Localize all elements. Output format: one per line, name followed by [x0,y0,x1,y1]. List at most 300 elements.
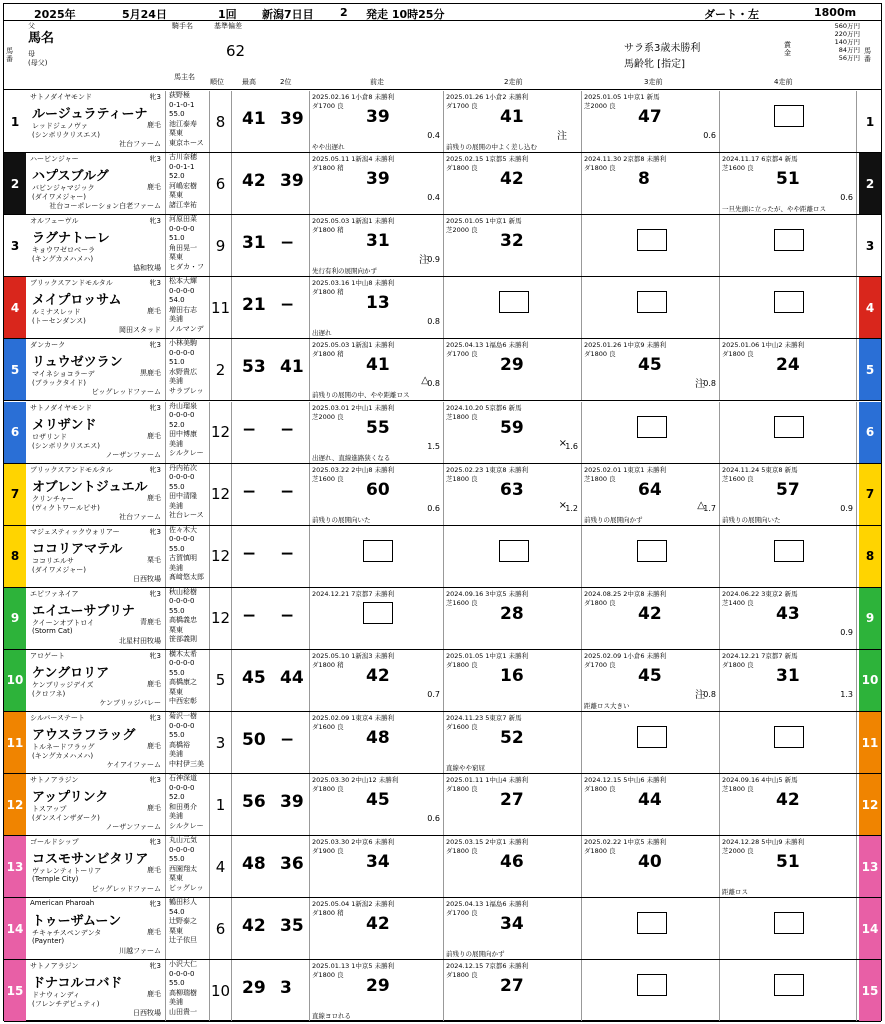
past-race-odds: 0.4 [427,193,440,203]
past-race-2[interactable] [444,650,582,711]
jockey-line: 栗東 [169,191,183,200]
bms-name: (シンボリクリスエス) [32,441,101,450]
past-race-3[interactable] [582,339,720,400]
past-race-4[interactable] [720,836,857,897]
bms-name: (ダンスインザダーク) [32,814,100,823]
lane-number: 1 [4,91,26,152]
horse-info[interactable] [28,898,166,959]
horse-info[interactable] [28,836,166,897]
past-race-4[interactable] [720,464,857,525]
empty-slot [774,105,804,127]
jockey-line: ビッグレッ [169,883,204,892]
past-race-head: 2025.05.11 1新潟4 未勝利 [312,155,395,164]
past-race-course: 芝2000 良 [312,412,344,421]
sex-age: 牝3 [149,838,161,847]
past-race-course: ダ1700 良 [312,102,344,110]
second-score: 3 [280,978,292,999]
horse-name[interactable]: ココリアマテル [32,541,123,557]
empty-slot [774,229,804,251]
horse-info[interactable] [28,526,166,587]
past-race-3[interactable] [582,526,720,587]
dam-name: クイーンオブトロイ [32,618,95,627]
lane-number: 11 [4,712,26,773]
sex-age: 牝3 [149,279,161,288]
past-race-1[interactable] [310,464,444,525]
second-score: 36 [280,854,304,875]
past-race-4[interactable] [720,712,857,773]
bms-label: (母父) [28,59,48,67]
jockey-info [166,91,210,152]
jockey-line: 東京ホース [169,138,204,147]
jockey-info [166,339,210,400]
past-race-index: 42 [638,603,662,624]
breeder: ケイアイファーム [106,761,161,769]
horse-row [4,960,881,1022]
horse-name[interactable]: アップリンク [32,790,109,806]
sire-name: ブリックスアンドモルタル [30,465,113,474]
past-race-mark: △ [697,499,705,511]
horse-info[interactable] [28,650,166,711]
past-race-2[interactable] [444,526,582,587]
past-race-head: 2024.08.25 2中京8 未勝利 [584,589,667,598]
breeder: ノーザンファーム [105,450,161,459]
jockey-line: 0-0-0-0 [169,348,195,357]
past-race-2[interactable] [444,960,582,1021]
empty-slot [499,540,529,562]
race-class: サラ系3歳未勝利 [624,43,701,54]
jockey-line: 美浦 [169,501,183,510]
jockey-line: 田中博康 [169,430,197,438]
second-score: − [280,730,295,750]
jockey-line: 55.0 [169,731,185,739]
coat-color: 鹿毛 [147,431,161,440]
course: ダート・左 [704,8,759,21]
empty-slot [774,912,804,934]
past-race-course: ダ1800 稍 [312,909,344,918]
past-race-comment: 前残りの展開向いた [312,515,371,524]
past-race-head: 2024.12.21 7京都7 新馬 [722,651,798,660]
past-race-course: ダ1800 稍 [312,288,344,297]
horse-name[interactable]: トゥーザムーン [32,914,122,930]
lane-number: 10 [4,650,26,711]
past-race-course: ダ1800 良 [722,660,754,669]
past-race-mark: × [558,499,567,511]
race-sheet [3,3,882,1021]
rank: 11 [210,277,232,338]
past-race-course: ダ1800 良 [584,598,616,607]
score-block [232,712,310,773]
horse-name[interactable]: ドナコルコバド [32,976,123,992]
jockey-line: 0-0-0-0 [169,224,195,233]
empty-slot [363,540,393,562]
sex-age: 牝3 [149,589,161,598]
past-race-mark: △ [421,375,429,387]
jockey-line: 丹内祐次 [169,463,197,472]
horse-info[interactable] [28,91,166,152]
past-race-comment: 直線やや窮屈 [446,764,485,773]
past-race-course: ダ1800 稍 [312,660,344,669]
past-race-course: ダ1800 稍 [312,350,344,359]
past-race-head: 2025.05.03 1新潟1 未勝利 [312,341,395,350]
jockey-line: 荻野極 [169,91,190,99]
horse-row [4,526,881,588]
past-race-course: ダ1800 稍 [312,164,344,173]
past-race-3[interactable] [582,277,720,338]
dam-name: バビンジャマジック [32,184,95,193]
jockey-info [166,650,210,711]
jockey-info [166,712,210,773]
past-race-index: 41 [366,355,390,376]
past-race-comment: 前残りの展開向いた [722,515,781,524]
past-race-course: ダ1800 良 [312,785,344,794]
past-race-1[interactable] [310,526,444,587]
prize-2: 220万円 [834,30,860,38]
past-race-course: ダ1700 良 [584,660,616,669]
race-no: 2 [340,6,348,19]
coat-color: 鹿毛 [147,990,161,999]
horse-name[interactable]: ケングロリア [32,665,110,681]
past-race-index: 47 [638,107,662,127]
past-race-head: 2024.11.24 5東京8 新馬 [722,465,798,474]
past-race-index: 34 [500,914,524,935]
breeder: 社台コーポレーション白老ファーム [49,202,161,211]
jockey-line: 増田右志 [169,305,197,314]
past-race-1[interactable] [310,588,444,649]
past-race-4[interactable] [720,898,857,959]
coat-color: 鹿毛 [147,307,161,316]
past-race-2[interactable] [444,836,582,897]
rank: 3 [210,712,232,773]
horse-info[interactable] [28,402,166,463]
past-race-3[interactable] [582,402,720,463]
past-race-index: 41 [500,107,524,127]
horse-info[interactable] [28,153,166,214]
past-race-course: ダ1800 良 [584,847,616,856]
horse-row [4,215,881,277]
horse-info[interactable] [28,464,166,525]
past-race-4[interactable] [720,960,857,1021]
past-race-1[interactable] [310,402,444,463]
jockey-line: 0-0-0-0 [169,286,195,295]
past-race-mark: × [558,437,567,449]
dam-name: ヴァレンティトーリア [32,867,102,876]
past-race-head: 2025.02.09 1東京4 未勝利 [312,714,395,722]
past-race-index: 8 [638,169,650,190]
past-race-3[interactable] [582,91,720,152]
horse-row [4,836,881,898]
dam-name: ドナウィンディ [32,991,81,1000]
jockey-line: 高柳瑞樹 [169,988,197,997]
past-race-2[interactable] [444,774,582,835]
date: 5月24日 [122,8,167,21]
past-race-odds: 0.8 [703,379,716,389]
score-block [232,898,310,959]
jockey-line: 中西宏彰 [169,697,197,706]
horse-info[interactable] [28,774,166,835]
second-score: − [280,419,295,440]
sire-name: オルフェーヴル [30,217,79,226]
past-race-head: 2025.05.10 1新潟3 未勝利 [312,651,395,660]
past-race-index: 45 [366,790,390,811]
jockey-line: 髙﨑悠太郎 [169,573,204,582]
breeder: ノーザンファーム [105,823,161,832]
past-race-3[interactable] [582,898,720,959]
jockey-line: サラブレッ [169,386,204,395]
base-label: 基準偏差 [214,22,242,30]
past-race-odds: 0.6 [840,193,853,203]
past-race-4[interactable] [720,774,857,835]
horse-row [4,650,881,712]
past-race-1[interactable] [310,339,444,400]
past-race-2[interactable] [444,277,582,338]
past-race-head: 2024.12.28 5中山9 未勝利 [722,838,805,847]
past-race-course: ダ1700 良 [446,102,478,110]
horse-name[interactable]: エイユーサブリナ [32,603,135,619]
rank: 2 [210,339,232,400]
past-race-3[interactable] [582,464,720,525]
past-race-mark: 注 [695,689,705,701]
jockey-line: 河原田菜 [169,215,197,224]
horse-name[interactable]: アウスラフラッグ [32,728,136,743]
past-race-index: 46 [500,852,524,873]
past-race-odds: 0.7 [427,689,440,699]
coat-color: 鹿毛 [147,493,161,502]
sire-name: シルバーステート [30,714,85,722]
sire-name: American Pharoah [30,899,95,908]
past-race-4[interactable] [720,277,857,338]
prize-4: 84万円 [838,46,860,54]
jockey-line: 55.0 [169,668,185,677]
past-race-3[interactable] [582,588,720,649]
coat-color: 鹿毛 [147,928,161,937]
jockey-line: 諸江幸祐 [169,200,197,209]
past-race-3[interactable] [582,836,720,897]
jockey-line: 栗東 [169,926,183,935]
past-race-head: 2025.01.13 1中京5 未勝利 [312,962,395,971]
horse-info[interactable] [28,960,166,1021]
past-race-3[interactable] [582,712,720,773]
past-race-index: 57 [776,479,800,500]
jockey-line: 栗東 [169,253,183,262]
past-race-2[interactable] [444,464,582,525]
past-race-course: ダ1800 良 [446,785,478,794]
past-race-index: 39 [366,107,390,127]
past-race-3[interactable] [582,215,720,276]
bms-name: (Temple City) [32,875,79,884]
sex-age: 牝3 [149,776,161,785]
horse-name[interactable]: メイプロッサム [32,293,122,309]
breeder: 岡田スタッド [119,326,161,335]
jockey-line: 55.0 [169,979,185,988]
past-race-1[interactable] [310,215,444,276]
rank: 12 [210,588,232,649]
best-score: 53 [242,357,266,378]
past-race-3[interactable] [582,960,720,1021]
past-race-4[interactable] [720,650,857,711]
past-race-2[interactable] [444,153,582,214]
past-race-1[interactable] [310,277,444,338]
jockey-line: 笹部義則 [169,635,197,644]
lane-number-right: 5 [859,339,881,400]
horse-info[interactable] [28,588,166,649]
jockey-line: 社台レース [169,511,204,520]
past-race-index: 16 [500,665,524,686]
horse-info[interactable] [28,339,166,400]
past-race-index: 29 [500,355,524,376]
lane-number: 12 [4,774,26,835]
past-race-2[interactable] [444,402,582,463]
lane-number: 5 [4,339,26,400]
race-cond: 馬齢牝 [指定] [624,59,685,70]
past-race-1[interactable] [310,836,444,897]
jockey-line: 辻子依旦 [169,936,197,945]
horse-row [4,153,881,215]
lane-number-right: 8 [859,526,881,587]
past-race-course: 芝1800 良 [722,785,754,794]
past-race-head: 2025.03.16 1中山8 未勝利 [312,279,395,288]
lane-number-right: 4 [859,277,881,338]
past-race-4[interactable] [720,402,857,463]
past-race-course: 芝2000 良 [722,847,754,856]
horse-name[interactable]: ルージュラティーナ [32,107,148,122]
place: 新潟7日目 [262,8,314,21]
breeder: ビッグレッドファーム [91,885,161,894]
prize-3: 140万円 [834,38,860,46]
past-race-3[interactable] [582,153,720,214]
past-race-head: 2025.03.30 2中山12 未勝利 [312,776,399,785]
jockey-info [166,960,210,1021]
lane-number-right: 15 [859,960,881,1021]
past-race-head: 2024.11.23 5東京7 新馬 [446,714,522,722]
sex-age: 牝3 [149,155,161,164]
score-block [232,588,310,649]
lane-number-right: 6 [859,402,881,463]
empty-slot [637,912,667,934]
past-race-4[interactable] [720,153,857,214]
jockey-line: 52.0 [169,793,185,802]
past-race-2[interactable] [444,339,582,400]
past-race-1[interactable] [310,960,444,1021]
past-race-head: 2025.02.01 1東京1 未勝利 [584,465,667,474]
past-race-index: 45 [638,355,662,376]
base-value: 62 [226,42,246,60]
horse-info[interactable] [28,215,166,276]
lane-number-right: 2 [859,153,881,214]
past-race-1[interactable] [310,91,444,152]
horse-name[interactable]: コスモサンビタリア [32,852,149,868]
past-race-3[interactable] [582,650,720,711]
past-race-3[interactable] [582,774,720,835]
best-label: 最高 [242,78,256,86]
jockey-line: 古賀慎明 [169,554,197,563]
breeder: 社台ファーム [119,140,161,148]
distance: 1800m [814,6,857,19]
lane-number: 2 [4,153,26,214]
past-race-comment: 距離ロス [722,888,748,897]
lane-number: 15 [4,960,26,1021]
empty-slot [774,726,804,748]
past-race-1[interactable] [310,650,444,711]
past-race-4[interactable] [720,91,857,152]
sex-age: 牝3 [149,962,161,971]
past-race-4[interactable] [720,588,857,649]
past-race-1[interactable] [310,898,444,959]
jockey-line: 美浦 [169,750,183,758]
past-race-1[interactable] [310,712,444,773]
dam-name: マイネショコラーデ [32,370,95,379]
coat-color: 青鹿毛 [140,617,161,626]
past-race-head: 2025.03.22 2中山8 未勝利 [312,465,395,474]
past-race-course: ダ1700 良 [446,350,478,359]
past-race-2[interactable] [444,712,582,773]
bms-name: (Storm Cat) [32,626,73,635]
jockey-line: 田中清隆 [169,492,197,501]
jockey-line: 鶴田杉人 [169,898,197,907]
breeder: 北星村田牧場 [119,636,161,645]
past-race-2[interactable] [444,898,582,959]
past-race-2[interactable] [444,91,582,152]
jockey-line: 山田貴一 [169,1007,197,1016]
breeder: 協和牧場 [133,264,161,273]
dam-name: ロザリンド [32,432,67,441]
jockey-line: 0-0-0-0 [169,411,195,419]
sex-age: 牝3 [149,403,161,412]
past-race-4[interactable] [720,339,857,400]
lane-number-right: 9 [859,588,881,649]
horse-name[interactable]: ハプスブルグ [32,169,109,185]
horse-info[interactable] [28,277,166,338]
past-race-2[interactable] [444,215,582,276]
past-race-4[interactable] [720,526,857,587]
past-race-odds: 0.6 [427,814,440,824]
empty-slot [363,602,393,624]
rank: 4 [210,836,232,897]
rank-label: 順位 [210,78,224,86]
past-race-1[interactable] [310,153,444,214]
jockey-info [166,588,210,649]
past-race-4[interactable] [720,215,857,276]
past-race-1[interactable] [310,774,444,835]
jockey-info [166,526,210,587]
past-race-head: 2025.04.13 1福島6 未勝利 [446,341,529,350]
dam-name: レッドジェノヴァ [32,122,88,130]
jockey-info [166,898,210,959]
jockey-info [166,277,210,338]
past-race-mark: 注 [557,131,567,142]
horse-info[interactable] [28,712,166,773]
horse-name[interactable]: リュウゼツラン [32,355,123,371]
lane-number-right: 11 [859,712,881,773]
past-race-head: 2025.02.16 1小倉8 未勝利 [312,93,395,101]
bms-name: (ヴィクトワールピサ) [32,503,100,512]
past-race-index: 42 [366,914,390,935]
prev-label: 前走 [370,78,384,86]
score-block [232,464,310,525]
horse-name[interactable]: オブレントジュエル [32,479,148,495]
year: 2025年 [34,8,76,21]
past-race-2[interactable] [444,588,582,649]
horse-name[interactable]: メリザンド [32,417,97,433]
jockey-info [166,153,210,214]
coat-color: 鹿毛 [147,804,161,813]
score-block [232,960,310,1021]
jockey-info [166,215,210,276]
past-race-index: 32 [500,231,524,252]
past-race-course: ダ1800 良 [584,350,616,359]
past-race-course: ダ1800 良 [446,847,478,856]
horse-name[interactable]: ラグナトーレ [32,231,110,247]
jockey-line: 0-0-0-0 [169,473,195,482]
